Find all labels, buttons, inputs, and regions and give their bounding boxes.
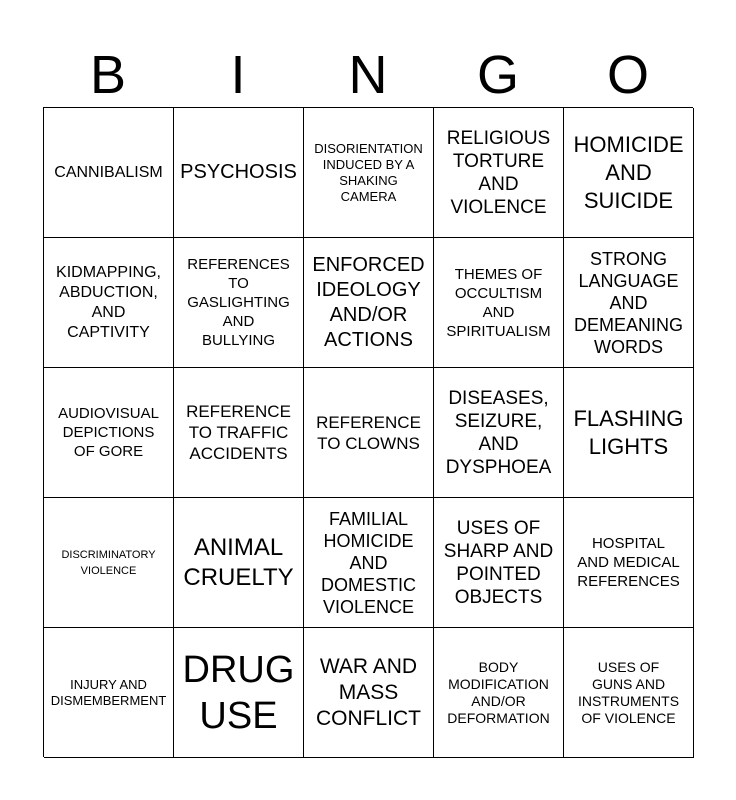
bingo-cell [174,368,304,498]
header-letter-g: G [476,45,519,105]
header-letter-n: N [348,45,388,105]
header-letter-b: B [89,45,127,105]
cell-text: USES OF GUNS AND INSTRUMENTS OF VIOLENCE [577,658,680,726]
cell-text: REFERENCE TO TRAFFIC ACCIDENTS [186,402,291,463]
bingo-cell [564,628,694,758]
bingo-cell [174,108,304,238]
cell-text: DRUG USE [182,648,295,737]
cell-text: REFERENCES TO GASLIGHTING AND BULLYING [187,256,290,349]
cell-text: ENFORCED IDEOLOGY AND/OR ACTIONS [312,253,425,351]
bingo-cell [304,498,434,628]
bingo-cell [434,628,564,758]
cell-text: HOMICIDE AND SUICIDE [573,131,684,213]
cell-text: ANIMAL CRUELTY [183,533,294,591]
header-letter-i: I [230,45,246,105]
bingo-cell [304,108,434,238]
cell-text: FAMILIAL HOMICIDE AND DOMESTIC VIOLENCE [320,508,416,617]
cell-text: DISCRIMINATORY VIOLENCE [61,548,156,577]
cell-text: BODY MODIFICATION AND/OR DEFORMATION [447,658,550,726]
bingo-cell [304,238,434,368]
bingo-cell [174,628,304,758]
bingo-header [43,45,693,105]
cell-text: DISORIENTATION INDUCED BY A SHAKING CAMERA [314,140,423,204]
cell-text: REFERENCE TO CLOWNS [316,412,421,453]
cell-text: HOSPITAL AND MEDICAL REFERENCES [577,535,680,590]
cell-text: KIDMAPPING, ABDUCTION, AND CAPTIVITY [56,263,161,341]
bingo-cell [564,498,694,628]
bingo-cell [174,238,304,368]
bingo-cell [304,628,434,758]
bingo-cell [434,238,564,368]
cell-text: PSYCHOSIS [180,161,297,183]
cell-text: DISEASES, SEIZURE, AND DYSPHOEA [445,387,552,478]
cell-text: WAR AND MASS CONFLICT [316,654,421,730]
cell-text: INJURY AND DISMEMBERMENT [50,676,167,708]
cell-text: RELIGIOUS TORTURE AND VIOLENCE [446,127,551,218]
header-letter-o: O [606,45,649,105]
cell-text: AUDIOVISUAL DEPICTIONS OF GORE [58,405,159,460]
bingo-cell [304,368,434,498]
bingo-cell [564,368,694,498]
bingo-cell [564,108,694,238]
bingo-cell [174,498,304,628]
cell-text: STRONG LANGUAGE AND DEMEANING WORDS [573,248,683,357]
bingo-cell [44,108,174,238]
bingo-cell [44,628,174,758]
bingo-cell [434,368,564,498]
bingo-cell [44,498,174,628]
bingo-cell [434,108,564,238]
bingo-cell [44,238,174,368]
bingo-cell [564,238,694,368]
cell-text: FLASHING LIGHTS [573,405,684,459]
bingo-card-grid [43,107,693,757]
bingo-cell [44,368,174,498]
cell-text: THEMES OF OCCULTISM AND SPIRITUALISM [446,265,551,340]
cell-text: CANNIBALISM [54,163,163,181]
bingo-cell [434,498,564,628]
cell-text: USES OF SHARP AND POINTED OBJECTS [443,517,554,608]
